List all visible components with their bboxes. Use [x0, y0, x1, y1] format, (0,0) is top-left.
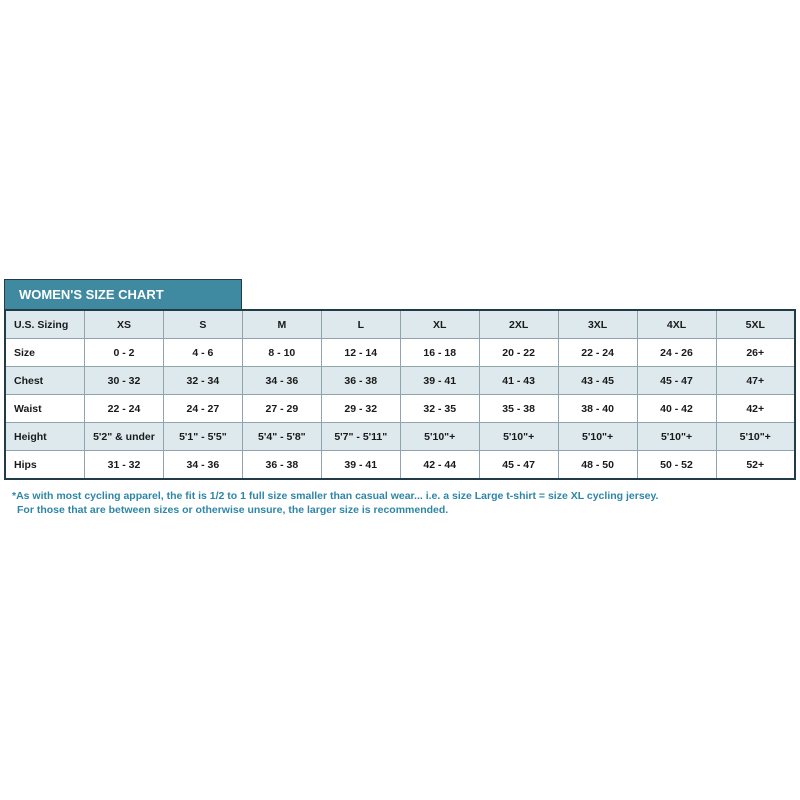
table-cell: 32 - 35 [400, 395, 479, 423]
table-cell: 29 - 32 [321, 395, 400, 423]
header-size-xs: XS [85, 310, 164, 339]
table-cell: 5'10"+ [479, 423, 558, 451]
table-cell: 0 - 2 [85, 339, 164, 367]
header-size-m: M [242, 310, 321, 339]
table-cell: 34 - 36 [163, 451, 242, 480]
header-size-s: S [163, 310, 242, 339]
table-cell: 36 - 38 [321, 367, 400, 395]
table-cell: 5'10"+ [558, 423, 637, 451]
table-cell: 30 - 32 [85, 367, 164, 395]
table-cell: 27 - 29 [242, 395, 321, 423]
sizing-note-line-2: For those that are between sizes or otherwise unsure, the larger size is recommended. [17, 504, 449, 516]
table-cell: 5'10"+ [400, 423, 479, 451]
table-cell: 34 - 36 [242, 367, 321, 395]
sizing-note [12, 489, 792, 517]
table-cell: 22 - 24 [85, 395, 164, 423]
table-cell: 5'7" - 5'11" [321, 423, 400, 451]
sizing-note-line-1: *As with most cycling apparel, the fit is 1/2 to 1 full size smaller than casual wear... i.e. a size Large t-shirt = size XL cycling jersey. [12, 490, 659, 502]
table-cell: 45 - 47 [479, 451, 558, 480]
table-cell: 48 - 50 [558, 451, 637, 480]
table-cell: 50 - 52 [637, 451, 716, 480]
row-label: Hips [5, 451, 85, 480]
table-cell: 20 - 22 [479, 339, 558, 367]
table-cell: 43 - 45 [558, 367, 637, 395]
table-row-height [5, 423, 795, 451]
table-cell: 5'10"+ [637, 423, 716, 451]
table-cell: 42+ [716, 395, 795, 423]
row-label: Size [5, 339, 85, 367]
table-cell: 39 - 41 [321, 451, 400, 480]
table-cell: 38 - 40 [558, 395, 637, 423]
table-cell: 26+ [716, 339, 795, 367]
size-chart-table [4, 309, 796, 480]
table-cell: 52+ [716, 451, 795, 480]
table-row-chest [5, 367, 795, 395]
table-cell: 24 - 27 [163, 395, 242, 423]
table-cell: 35 - 38 [479, 395, 558, 423]
table-cell: 41 - 43 [479, 367, 558, 395]
table-cell: 32 - 34 [163, 367, 242, 395]
table-cell: 47+ [716, 367, 795, 395]
header-size-l: L [321, 310, 400, 339]
header-size-5xl: 5XL [716, 310, 795, 339]
table-cell: 5'4" - 5'8" [242, 423, 321, 451]
table-cell: 8 - 10 [242, 339, 321, 367]
table-cell: 12 - 14 [321, 339, 400, 367]
table-cell: 5'1" - 5'5" [163, 423, 242, 451]
row-label: Waist [5, 395, 85, 423]
table-cell: 40 - 42 [637, 395, 716, 423]
table-cell: 42 - 44 [400, 451, 479, 480]
header-size-4xl: 4XL [637, 310, 716, 339]
header-size-2xl: 2XL [479, 310, 558, 339]
table-cell: 22 - 24 [558, 339, 637, 367]
table-header-row [5, 310, 795, 339]
row-label: Chest [5, 367, 85, 395]
table-cell: 31 - 32 [85, 451, 164, 480]
header-size-xl: XL [400, 310, 479, 339]
table-cell: 24 - 26 [637, 339, 716, 367]
table-row-size [5, 339, 795, 367]
header-size-3xl: 3XL [558, 310, 637, 339]
table-cell: 45 - 47 [637, 367, 716, 395]
table-row-waist [5, 395, 795, 423]
table-cell: 16 - 18 [400, 339, 479, 367]
row-label: Height [5, 423, 85, 451]
table-cell: 5'10"+ [716, 423, 795, 451]
table-cell: 36 - 38 [242, 451, 321, 480]
table-cell: 39 - 41 [400, 367, 479, 395]
table-cell: 4 - 6 [163, 339, 242, 367]
size-chart-title: WOMEN'S SIZE CHART [4, 279, 242, 309]
table-row-hips [5, 451, 795, 480]
table-cell: 5'2" & under [85, 423, 164, 451]
header-label-cell: U.S. Sizing [5, 310, 85, 339]
